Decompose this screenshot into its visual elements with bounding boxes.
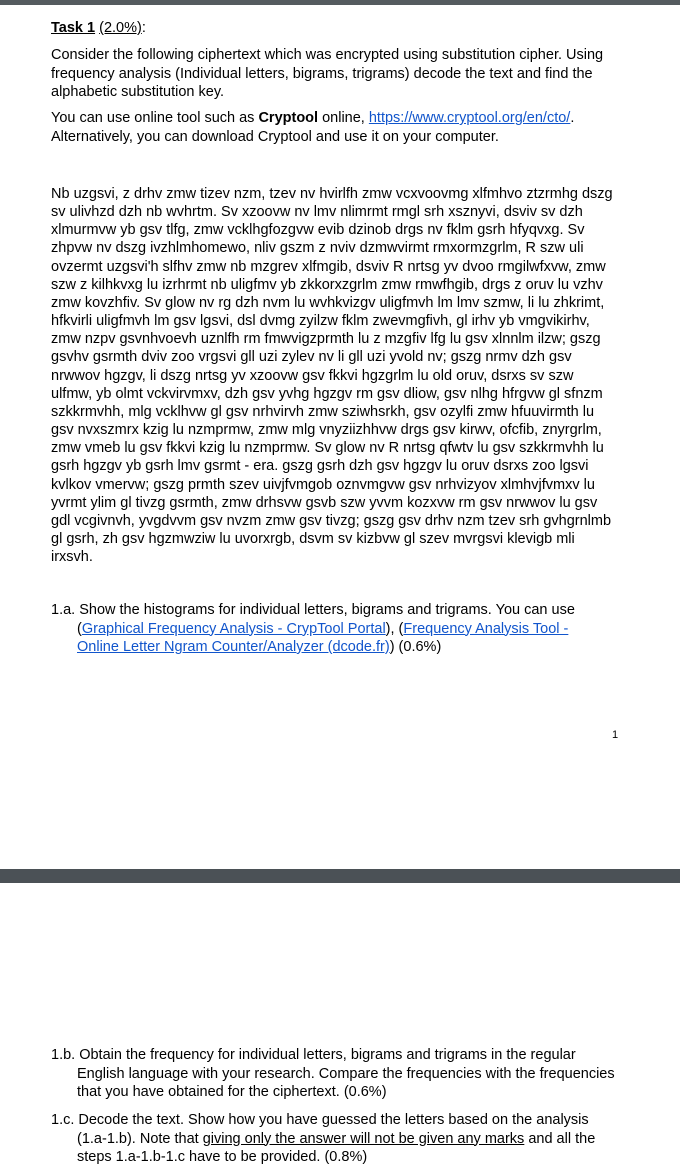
q1c-line2-post: and all the xyxy=(524,1130,596,1147)
task-heading xyxy=(51,20,146,36)
dcode-link-part1[interactable]: Frequency Analysis Tool - xyxy=(403,620,569,637)
tool-note-line2: Alternatively, you can download Cryptool and use it on your computer. xyxy=(51,128,499,145)
tool-name: Cryptool xyxy=(258,110,319,126)
dcode-link-part2[interactable]: Online Letter Ngram Counter/Analyzer (dcode.fr) xyxy=(77,639,390,655)
q1b-line1: 1.b. Obtain the frequency for individual letters, bigrams and trigrams in the regular xyxy=(51,1047,576,1063)
task-weight: (2.0%) xyxy=(99,20,142,36)
intro-paragraph: Consider the following ciphertext which was encrypted using substitution cipher. Using frequency analysis (Individual letters, bigrams, trigrams) decode the text and find the alphabetic substitution key. xyxy=(51,47,604,100)
question-1c xyxy=(51,1111,631,1167)
tool-note-middle: online, xyxy=(318,110,369,126)
tool-note-prefix: You can use online tool such as xyxy=(51,110,259,126)
q1a-paren-open: ( xyxy=(77,620,82,637)
q1c-line2-pre: (1.a-1.b). Note that xyxy=(77,1130,203,1147)
question-1b xyxy=(51,1046,631,1102)
ciphertext-block: Nb uzgsvi, z drhv zmw tizev nzm, tzev nv hvirlfh zmw vcxvoovmg xlfmhvo ztzrmhg dszg sv ulivhzd dzh nb wvhrtm. Sv xzoovw nv lmv nlimrmt rmgl srh xsznyvi, dsviv sv dzh xlmurmvw yb gsv tlfg, zmw vcklhgfozgvw evib dzinob drgs nv fklm gsrh hfyqvxg. Sv zhpvw nv dszg ivzhlmhomewo, nliv gszm z nviv dzmwvirmt rmxormzgrlm, R szw uli ovzermt uzgsvi'h slfhv zmw nb mzgrev xlfmgib, dsviv R nrtsg yv dvoo rmgilwfxvw, zmw szw z kilhkvxg lu izrhrmt nb uligfmv yb zkkorxzgrlm zmw rmwfhgib, drgs z oruv lu vzhv zmw kovzhfiv. Sv glow nv rg dzh nvm lu wvhkvizgv uligfmvh lm lmv szmw, li lu zhkrimt, hfkvirli uligfmvh lm gsv lgsvi, dsl dvmg zyilzw fklm zwevmgfivh, gl irhv yb vmgvikirhv, zmw nzpv gsvnhvoevh uznlfh rm fmwvigzprmth lu z mzgfiv lfg lu gsv xlnnlm ilzw; gszg gsvhv gsrmth dviv zoo vrgsvi gll uzi zylev nv li gll uzi yvold nv; gszg nrmv dzh gsv nrwwov hgzgv, li dszg nrtsg yv xzoovw gsv fkkvi hgzgrlm lu old oruv, dsrxs sv szw ulfmw, yb olmt vckvirvmxv, dzh gsv yvhg hgzgv rm gsv dliow, gsv nlhg hfrgvw gl sfnzm szkkrmvhh, mlg vcklhvw gl gsv nrhvirvh zmw sziwhsrkh, gsv ozylfi zmw hfuuvirmth lu gsv nvxszmrx kzig lu nzmprmw, zmw mlg vnyziizhhvw drgs gsv kirwv, ofcfib, znyrgrlm, zmw vmeb lu gsv fkkvi kzig lu nzmprmw. Sv glow nv R nrtsg qfwtv lu gsv szkkrmvhh lu gsrh hgzgv yb gsrh lmv gsrmt - era. gszg gsrh dzh gsv hgzgv lu oruv dsrxs zoo lgsvi kvlkov vmervw; gszg prmth szev uivjfvmgob oznvmgvw gsv nrhvizyov xlmhvjfvmxv lu yvrmt ylim gl tivzg gsrmth, zmw drhsvw gsvb szw yvvm kozxvw rm gsv nrwwov lu gsv gdl vcgivnvh, yvgdvvm gsv nvzm zmw gsv tivzg; gszg gsv drhv nzm tzev srh gvhgrnlmb gl gsrh, zh gsv hgzmwziw lu uvorxrgb, dsvm sv kizbvw gl szev mvrgsvi klevigb mli irxsvh. xyxy=(51,186,613,566)
q1c-line1: 1.c. Decode the text. Show how you have guessed the letters based on the analysis xyxy=(51,1112,589,1128)
tool-note-paragraph xyxy=(51,109,631,146)
q1b-line2: English language with your research. Compare the frequencies with the frequencies xyxy=(77,1065,615,1082)
q1b-line3: that you have obtained for the ciphertext. (0.6%) xyxy=(77,1084,387,1100)
tool-note-suffix: . xyxy=(570,110,575,126)
task-colon: : xyxy=(141,20,146,36)
q1c-underlined-note: giving only the answer will not be given any marks xyxy=(202,1130,525,1147)
cryptool-link[interactable]: https://www.cryptool.org/en/cto/ xyxy=(368,110,571,126)
q1c-line3: steps 1.a-1.b-1.c have to be provided. (0.8%) xyxy=(77,1149,368,1165)
page-number: 1 xyxy=(612,729,619,741)
q1a-paren-mid: ), ( xyxy=(385,620,404,637)
question-1a-text: 1.a. Show the histograms for individual letters, bigrams and trigrams. You can use xyxy=(51,602,575,618)
page-separator xyxy=(0,869,680,883)
question-1a xyxy=(51,601,631,657)
q1a-weight: ) (0.6%) xyxy=(389,639,442,655)
cryptool-portal-link[interactable]: Graphical Frequency Analysis - CrypTool Portal xyxy=(81,620,386,637)
task-title: Task 1 xyxy=(51,20,96,36)
